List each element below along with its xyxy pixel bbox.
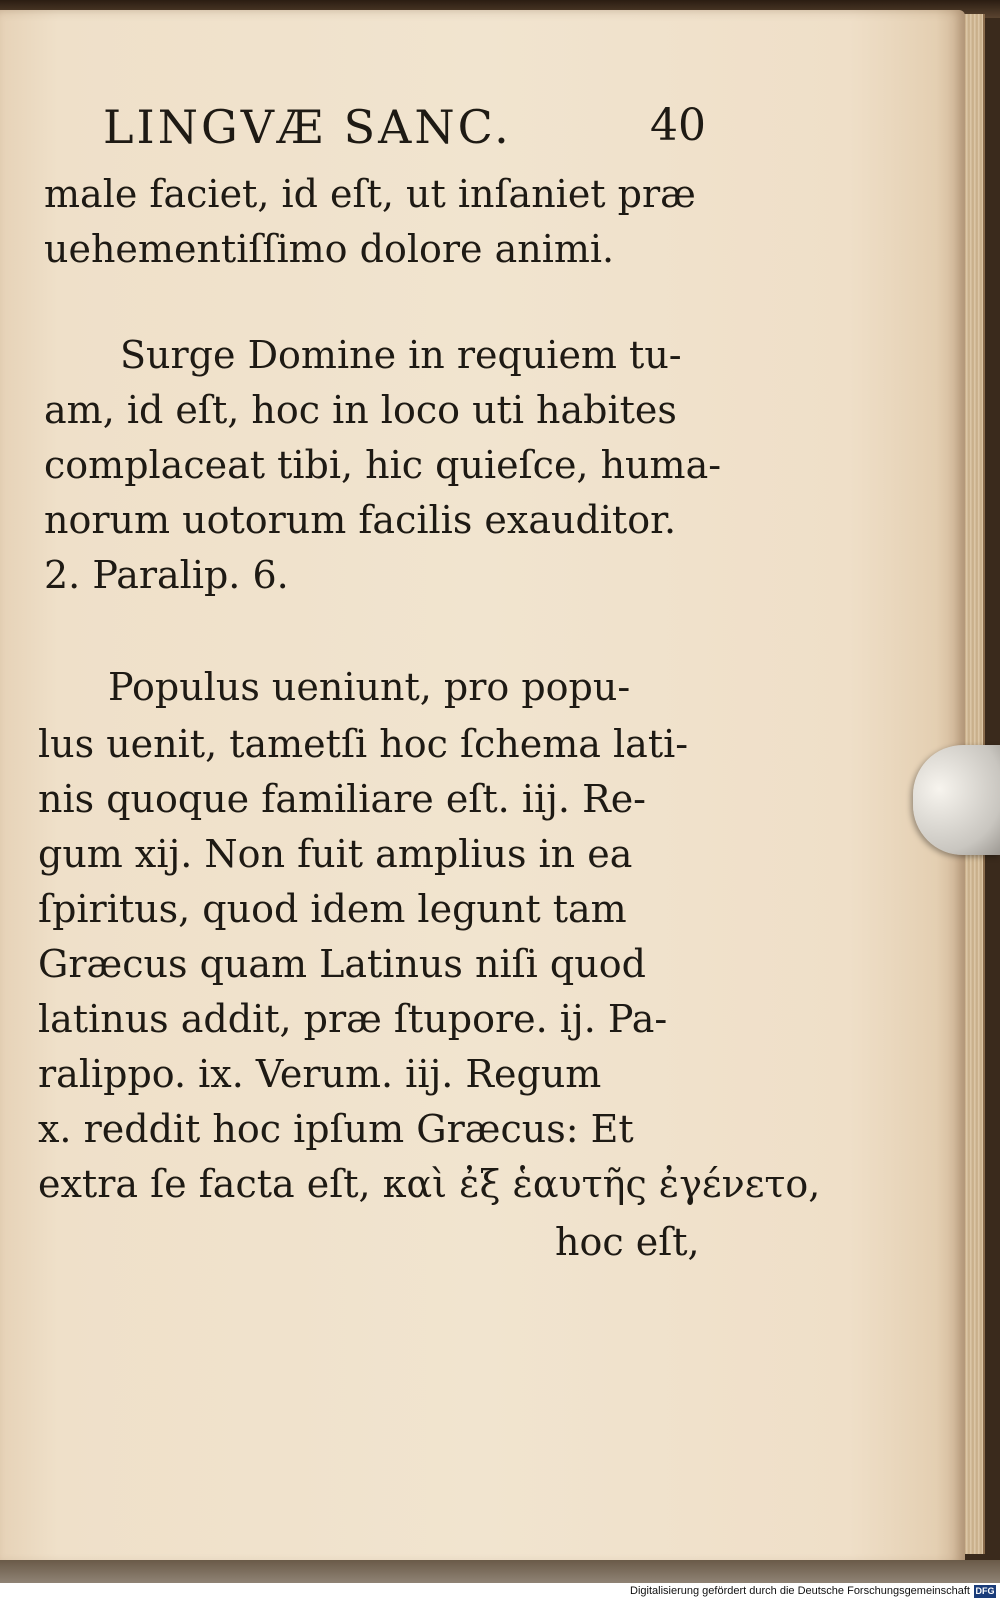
- text-line: male faciet, id eſt, ut inſaniet præ: [44, 172, 696, 216]
- text-line: gum xij. Non fuit amplius in ea: [38, 832, 633, 876]
- text-line: nis quoque familiare eſt. iij. Re-: [38, 777, 647, 821]
- text-line: ſpiritus, quod idem legunt tam: [38, 887, 627, 931]
- dfg-logo: DFG: [975, 1586, 995, 1596]
- text-line: Populus ueniunt, pro popu-: [108, 665, 631, 709]
- text-line: extra ſe facta eſt, καὶ ἐξ ἑαυτῆς ἐγένετο,: [38, 1162, 821, 1206]
- text-line: Surge Domine in requiem tu-: [120, 333, 682, 377]
- footer-credit: Digitalisierung gefördert durch die Deutsche Forschungsgemeinschaft: [630, 1585, 970, 1597]
- running-title: LINGVÆ SANC.: [103, 100, 512, 154]
- text-line: uehementiſſimo dolore animi.: [44, 227, 615, 271]
- text-line: x. reddit hoc ipſum Græcus: Et: [38, 1107, 634, 1151]
- text-line: 2. Paralip. 6.: [44, 553, 289, 597]
- text-line: latinus addit, præ ſtupore. ij. Pa-: [38, 997, 668, 1041]
- text-line: complaceat tibi, hic quieſce, huma-: [44, 443, 722, 487]
- page-number: 40: [650, 100, 706, 151]
- scan-bottom-edge: [0, 1560, 1000, 1583]
- text-line: am, id eſt, hoc in loco uti habites: [44, 388, 677, 432]
- text-line: ralippo. ix. Verum. iij. Regum: [38, 1052, 602, 1096]
- catchword: hoc eſt,: [555, 1220, 700, 1264]
- text-line: norum uotorum facilis exauditor.: [44, 498, 677, 542]
- page-clip: [913, 745, 1000, 855]
- text-line: lus uenit, tametſi hoc ſchema lati-: [38, 722, 689, 766]
- footer: [0, 1583, 1000, 1601]
- text-line: Græcus quam Latinus niſi quod: [38, 942, 646, 986]
